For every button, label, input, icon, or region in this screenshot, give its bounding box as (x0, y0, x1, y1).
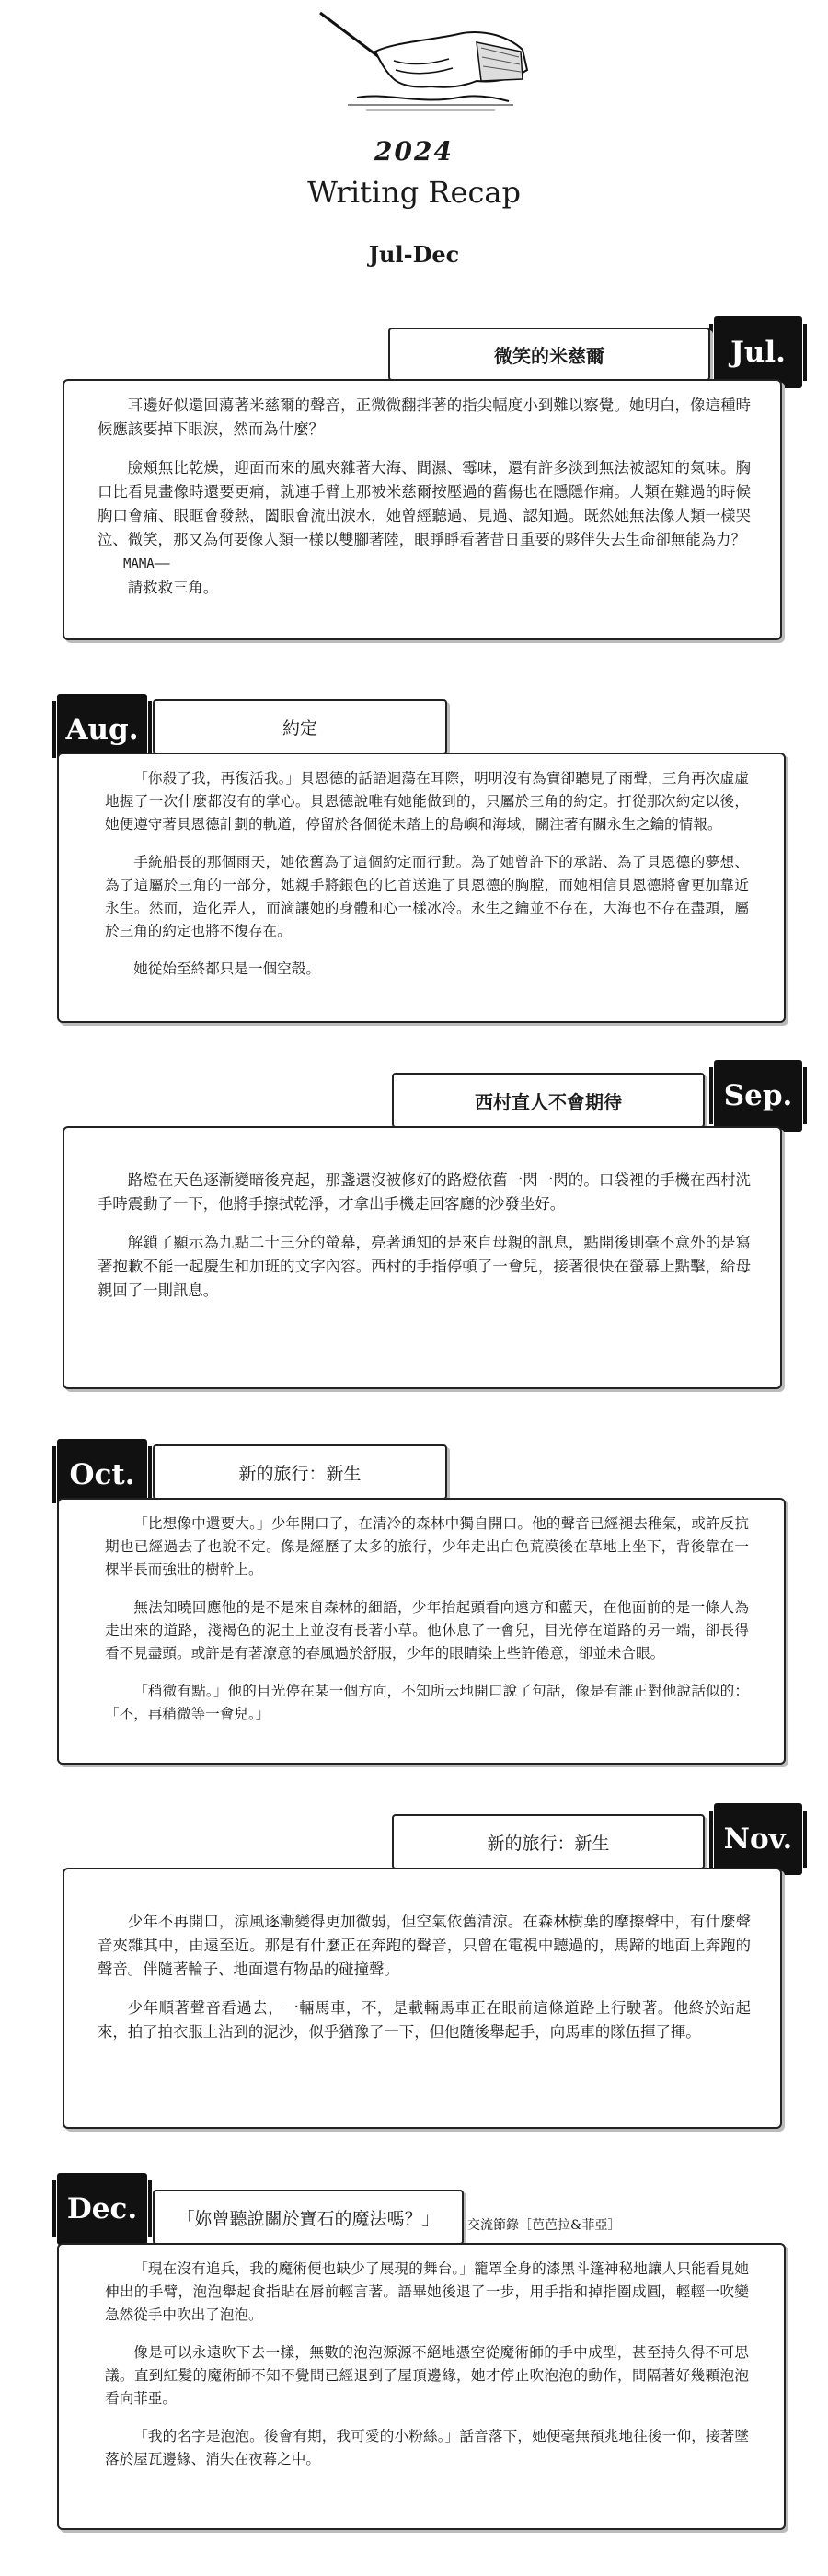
section-subtitle-dec: 交流節錄［芭芭拉&菲亞］ (467, 2218, 621, 2233)
page-title: Writing Recap (307, 175, 521, 210)
paragraph: 少年不再開口，涼風逐漸變得更加微弱，但空氣依舊清涼。在森林樹葉的摩擦聲中，有什麼聲音夾雜其中，由遠至近。那是有什麼正在奔跑的聲音，只曾在電視中聽過的，馬蹄的地面上奔跑的聲音。伴隨著輪子、地面還有物品的碰撞聲。 (98, 1913, 751, 1978)
paragraph: 少年順著聲音看過去，一輛馬車，不，是載輛馬車正在眼前這條道路上行駛著。他終於站起來，拍了拍衣服上沾到的泥沙，似乎猶豫了一下，但他隨後舉起手，向馬車的隊伍揮了揮。 (98, 1999, 751, 2041)
content-box-nov (63, 1868, 782, 2129)
paragraph: 她從始至終都只是一個空殼。 (133, 960, 320, 977)
paragraph: 像是可以永遠吹下去一樣，無數的泡泡源源不絕地憑空從魔術師的手中成型，甚至持久得不可思議。直到紅髮的魔術師不知不覺問已經退到了屋頂邊緣，她才停止吹泡泡的動作，問隔著好幾顆泡泡看向菲亞。 (105, 2344, 749, 2407)
paragraph: 「現在沒有追兵，我的魔術便也缺少了展現的舞台。」籠罩全身的漆黑斗篷神秘地讓人只能看見她伸出的手臂，泡泡舉起食指貼在唇前輕言著。語畢她後退了一步，用手指和掉指圈成圓，輕輕一吹變急然從手中吹出了泡泡。 (105, 2260, 749, 2323)
hand-writing-with-pen-icon (293, 6, 536, 116)
month-tag-nov: Nov. (714, 1803, 802, 1875)
content-box-aug (57, 753, 786, 1023)
paragraph: 路燈在天色逐漸變暗後亮起，那盞還沒被修好的路燈依舊一閃一閃的。口袋裡的手機在西村洗手時震動了一下，他將手擦拭乾淨，才拿出手機走回客廳的沙發坐好。 (98, 1171, 751, 1213)
paragraph: 解鎖了顯示為九點二十三分的螢幕，亮著通知的是來自母親的訊息，點開後則毫不意外的是寫著抱歉不能一起慶生和加班的文字內容。西村的手指停頓了一會兒，接著很快在螢幕上點擊，給母親回了一則訊息。 (98, 1234, 751, 1299)
section-title-aug: 約定 (153, 699, 447, 754)
date-range: Jul-Dec (368, 241, 460, 268)
paragraph: 「我的名字是泡泡。後會有期，我可愛的小粉絲。」話音落下，她便毫無預兆地往後一仰，接著墜落於屋瓦邊緣、消失在夜幕之中。 (105, 2428, 749, 2467)
month-tag-sep: Sep. (714, 1060, 802, 1132)
signature-line: MAMA—— (123, 557, 170, 571)
paragraph: 臉頰無比乾燥，迎面而來的風夾雜著大海、間濕、霉味，還有許多淡到無法被認知的氣味。胸口比看見畫像時還要更痛，就連手臂上那被米慈爾按壓過的舊傷也在隱隱作痛。人類在難過的時候胸口會痛、眼眶會發熱，闔眼會流出淚水，她曾經聽過、見過、認知過。既然她無法像人類一樣哭泣、微笑，那又為何要像人類一樣以雙腳著陸，眼睜睜看著昔日重要的夥伴失去生命卻無能為力？ (98, 459, 751, 548)
section-title-jul: 微笑的米慈爾 (388, 328, 710, 381)
section-title-sep: 西村直人不會期待 (392, 1073, 705, 1128)
month-tag-dec: Dec. (57, 2173, 147, 2245)
section-title-dec: 「妳曾聽說關於寶石的魔法嗎？」 (153, 2190, 464, 2245)
content-box-jul (63, 379, 782, 640)
paragraph: 「比想像中還要大。」少年開口了，在清冷的森林中獨自開口。他的聲音已經褪去稚氣，或許反抗期也已經過去了也說不定。像是經歷了太多的旅行，少年走出白色荒漠後在草地上坐下，背後靠在一棵半長而強壯的樹幹上。 (105, 1515, 749, 1578)
paragraph: 耳邊好似還回蕩著米慈爾的聲音，正微微翻拌著的指尖幅度小到難以察覺。她明白，像這種時候應該要掉下眼淚，然而為什麼？ (98, 397, 751, 438)
content-box-dec (57, 2243, 786, 2530)
header (0, 0, 828, 276)
section-title-oct: 新的旅行：新生 (153, 1444, 447, 1500)
section-title-nov: 新的旅行：新生 (392, 1814, 705, 1869)
year-heading: 2024 (374, 136, 454, 167)
paragraph: 「你殺了我，再復活我。」貝恩德的話語迴蕩在耳際，明明沒有為實卻聽見了雨聲，三角再次虛虛地握了一次什麼都沒有的掌心。貝恩德說唯有她能做到的，只屬於三角的約定。打從那次約定以後，她便遵守著貝恩德計劃的軌道，停留於各個從未踏上的島嶼和海域，關注著有關永生之鑰的情報。 (105, 770, 749, 833)
month-tag-oct: Oct. (57, 1439, 147, 1511)
month-tag-jul: Jul. (714, 316, 802, 388)
signature-line: 請救救三角。 (127, 579, 219, 596)
paragraph: 「稍微有點。」他的目光停在某一個方向，不知所云地開口說了句話，像是有誰正對他說話似的：「不，再稍微等一會兒。」 (105, 1683, 749, 1722)
content-box-sep (63, 1126, 782, 1389)
content-box-oct (57, 1498, 786, 1765)
paragraph: 無法知曉回應他的是不是來自森林的細語，少年抬起頭看向遠方和藍天，在他面前的是一條人為走出來的道路，淺褐色的泥土上並沒有長著小草。他休息了一會兒，目光停在道路的另一端，卻長得看不見盡頭。或許是有著潦意的春風過於舒服，少年的眼睛染上些許倦意，卻並未合眼。 (105, 1599, 749, 1662)
paragraph: 手統船長的那個雨天，她依舊為了這個約定而行動。為了她曾許下的承諾、為了貝恩德的夢想、為了這屬於三角的一部分，她親手將銀色的匕首送進了貝恩德的胸膛，而她相信貝恩德將會更加靠近永生。然而，造化弄人，而滴讓她的身體和心一樣冰冷。永生之鑰並不存在，大海也不存在盡頭，屬於三角的約定也將不復存在。 (105, 854, 749, 939)
month-tag-aug: Aug. (57, 694, 147, 765)
